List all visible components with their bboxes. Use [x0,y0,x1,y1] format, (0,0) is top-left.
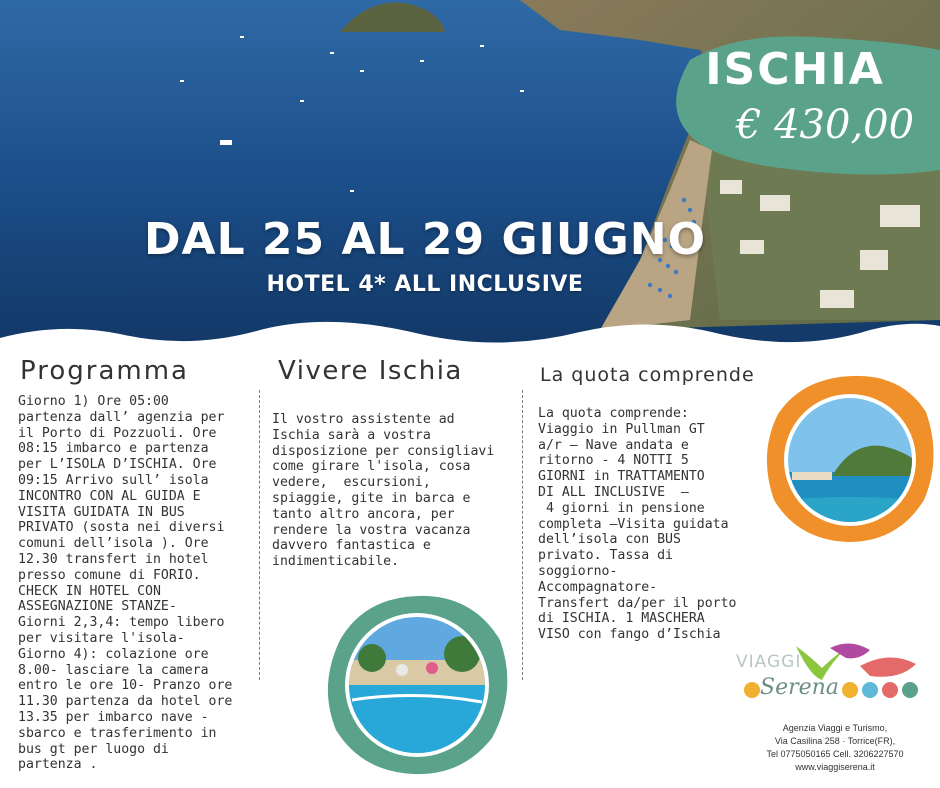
hotel-subheading: HOTEL 4* ALL INCLUSIVE [266,272,584,297]
quota-text: La quota comprende: Viaggio in Pullman GT a/r – Nave andata e ritorno - 4 NOTTI 5 GIORNI in TRATTAMENTO DI ALL INCLUSIVE – 4 giorni in pensione completa –Visita guidata dell’isola con BUS privato. Tassa di soggiorno- Accompagnatore- Transfert da/per il porto di ISCHIA. 1 MASCHERA VISO con fango d’Ischia [538,406,737,643]
island-photo [762,372,938,548]
vivere-title: Vivere Ischia [278,356,463,386]
agency-name: Agenzia Viaggi e Turismo, [782,723,888,733]
agency-phones: Tel 0775050165 Cell. 3206227570 [766,749,904,759]
column-divider [259,390,260,680]
quota-title: La quota comprende [540,364,755,386]
programma-text: Giorno 1) Ore 05:00 partenza dall’ agenzia per il Porto di Pozzuoli. Ore 08:15 imbarco e partenza per L’ISOLA D’ISCHIA. Ore 09:15 Arrivo sull’ isola INCONTRO CON AL GUIDA E VISITA GUIDATA IN BUS PRIVATO (sosta nei diversi comuni dell’isola ). Ore 12.30 transfert in hotel presso comune di FORIO. CHECK IN HOTEL CON ASSEGNAZIONE STANZE- Giorni 2,3,4: tempo libero per visitare l'isola- Giorno 4): colazione ore 8.00- lasciare la camera entro le ore 10- Pranzo ore 11.30 partenza da hotel ore 13.35 per imbarco nave - sbarco e trasferimento in bus gt per luogo di partenza . [18,394,233,773]
destination-title: ISCHIA [705,44,885,95]
programma-title: Programma [20,356,189,386]
pool-photo [322,590,512,780]
agency-website[interactable]: www.viaggiserena.it [795,762,875,772]
agency-address: Via Casilina 258 · Torrice(FR), [774,736,896,746]
vivere-text: Il vostro assistente ad Ischia sarà a vostra disposizione per consigliavi come girare l'isola, cosa vedere, escursioni, spiaggie, gite in barca e tanto altro ancora, per rendere la vostra vacanza davvero fantastica e indimenticabile. [272,412,495,570]
dates-heading: DAL 25 AL 29 GIUGNO [144,214,706,265]
logo-brand-top: VIAGGI [736,652,802,672]
price-label: € 430,00 [735,102,915,148]
agency-info [735,722,935,774]
column-divider [522,390,523,680]
logo-brand-bottom: Serena [760,675,839,700]
